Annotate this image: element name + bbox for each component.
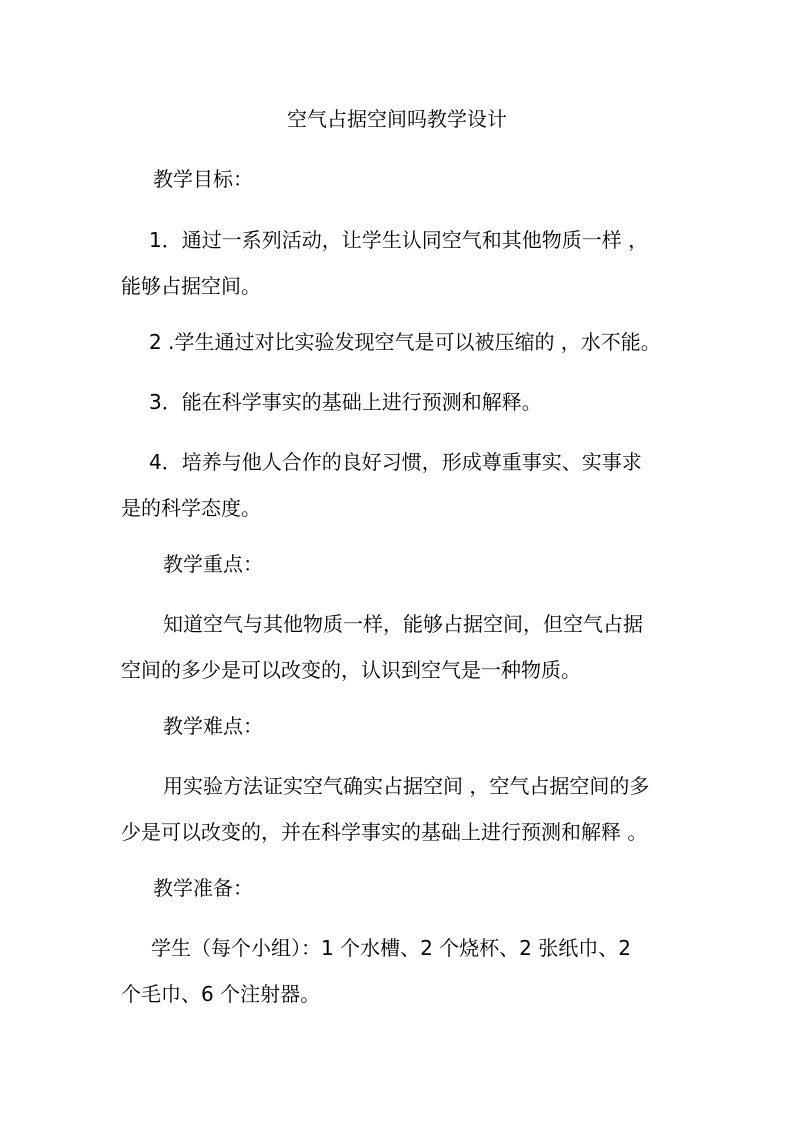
objectives-heading: 教学目标： — [153, 167, 253, 191]
key-points-line: 知道空气与其他物质一样，能够占据空间，但空气占据 — [163, 612, 643, 636]
objective-item-4 — [121, 439, 681, 531]
preparation-line: 学生（每个小组）：1 个水槽、2 个烧杯、2 张纸巾、2 — [151, 936, 631, 960]
difficulties-paragraph — [121, 763, 681, 855]
document-title: 空气占据空间吗教学设计 — [287, 107, 507, 131]
objective-line: 2 .学生通过对比实验发现空气是可以被压缩的 ，水不能。 — [149, 330, 661, 354]
objective-item-1 — [121, 217, 681, 309]
objective-line: 4．培养与他人合作的良好习惯，形成尊重事实、实事求 — [149, 450, 642, 474]
preparation-line: 个毛巾、6 个注射器。 — [121, 982, 321, 1006]
preparation-paragraph — [121, 925, 681, 1017]
objective-line: 3．能在科学事实的基础上进行预测和解释。 — [149, 390, 542, 414]
objective-line: 能够占据空间。 — [121, 274, 261, 298]
objective-line: 1．通过一系列活动，让学生认同空气和其他物质一样 ， — [149, 228, 649, 252]
objective-line: 是的科学态度。 — [121, 496, 261, 520]
objective-item-2 — [121, 319, 681, 365]
difficulties-line: 用实验方法证实空气确实占据空间 ，空气占据空间的多 — [163, 774, 650, 798]
difficulties-line: 少是可以改变的，并在科学事实的基础上进行预测和解释 。 — [121, 820, 648, 844]
key-points-paragraph — [121, 601, 681, 693]
key-points-line: 空间的多少是可以改变的，认识到空气是一种物质。 — [121, 658, 581, 682]
objective-item-3 — [121, 379, 681, 425]
difficulties-heading: 教学难点： — [163, 714, 263, 738]
key-points-heading: 教学重点： — [163, 552, 263, 576]
preparation-heading: 教学准备： — [153, 876, 253, 900]
